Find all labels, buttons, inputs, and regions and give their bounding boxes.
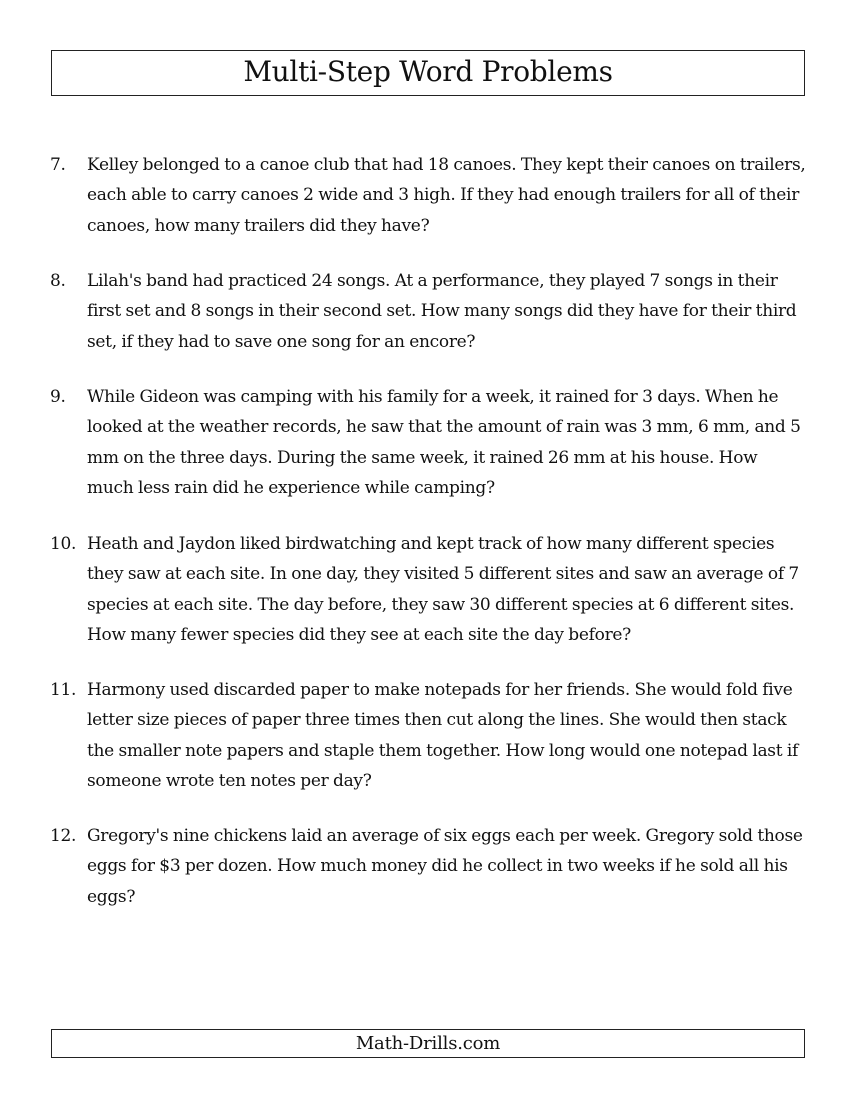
title-box <box>51 50 805 96</box>
footer-box <box>51 1029 805 1058</box>
problem-text: While Gideon was camping with his family for a week, it rained for 3 days. When he looked at the weather records, he saw that the amount of rain was 3 mm, 6 mm, and 5 mm on the three days. During the same week, it rained 26 mm at his house. How much less rain did he experience while camping? <box>87 387 801 498</box>
footer-site-name: Math-Drills.com <box>355 1032 501 1054</box>
problem-number: 10. <box>50 534 77 554</box>
page-title: Multi-Step Word Problems <box>243 55 613 88</box>
problem-text: Harmony used discarded paper to make notepads for her friends. She would fold five letter size pieces of paper three times then cut along the lines. She would then stack the smaller note papers and staple them together. How long would one notepad last if someone wrote ten notes per day? <box>87 680 798 791</box>
problem-text: Kelley belonged to a canoe club that had 18 canoes. They kept their canoes on trailers, each able to carry canoes 2 wide and 3 high. If they had enough trailers for all of their canoes, how many trailers did they have? <box>87 155 806 236</box>
problem-text: Gregory's nine chickens laid an average of six eggs each per week. Gregory sold those eggs for $3 per dozen. How much money did he collect in two weeks if he sold all his eggs? <box>87 826 803 907</box>
problem-number: 7. <box>50 155 66 175</box>
problem-text: Heath and Jaydon liked birdwatching and kept track of how many different species they saw at each site. In one day, they visited 5 different sites and saw an average of 7 species at each site. The day before, they saw 30 different species at 6 different sites. How many fewer species did they see at each site the day before? <box>87 534 799 645</box>
problem-number: 8. <box>50 271 66 291</box>
problem-number: 11. <box>50 680 77 700</box>
problem-text: Lilah's band had practiced 24 songs. At a performance, they played 7 songs in their first set and 8 songs in their second set. How many songs did they have for their third set, if they had to save one song for an encore? <box>87 271 797 352</box>
problem-number: 12. <box>50 826 77 846</box>
problem-number: 9. <box>50 387 66 407</box>
